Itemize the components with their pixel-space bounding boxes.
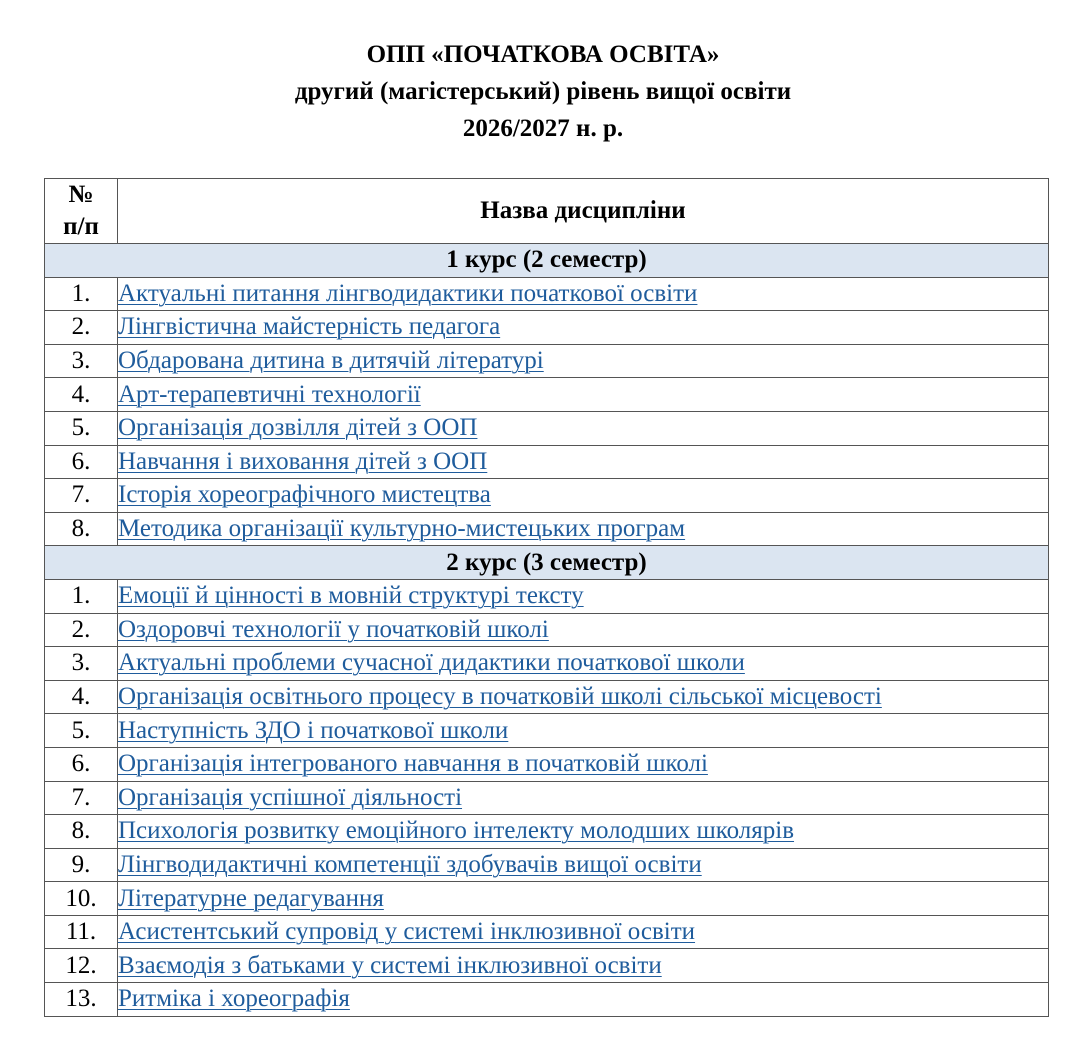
table-row (45, 411, 1049, 445)
discipline-link[interactable]: Ритміка і хореографія (118, 985, 350, 1013)
discipline-link[interactable]: Навчання і виховання дітей з ООП (118, 447, 488, 475)
discipline-link[interactable]: Психологія розвитку емоційного інтелекту молодших школярів (118, 817, 795, 845)
row-number: 12. (45, 949, 118, 983)
table-header-row (45, 179, 1049, 244)
table-row (45, 445, 1049, 479)
discipline-link[interactable]: Методика організації культурно-мистецьких програм (118, 515, 686, 543)
discipline-link[interactable]: Лінгводидактичні компетенції здобувачів вищої освіти (118, 850, 702, 878)
discipline-link[interactable]: Актуальні проблеми сучасної дидактики початкової школи (118, 649, 745, 677)
table-row (45, 714, 1049, 748)
row-number: 9. (45, 848, 118, 882)
discipline-link[interactable]: Організація освітнього процесу в початковій школі сільської місцевості (118, 683, 882, 711)
discipline-cell (118, 479, 1049, 513)
discipline-link[interactable]: Наступність ЗДО і початкової школи (118, 716, 509, 744)
semester-title: 2 курс (3 семестр) (45, 546, 1049, 580)
row-number: 7. (45, 479, 118, 513)
semester-header-row (45, 244, 1049, 278)
discipline-link[interactable]: Актуальні питання лінгводидактики початкової освіти (118, 279, 698, 307)
row-number: 11. (45, 915, 118, 949)
table-row (45, 479, 1049, 513)
discipline-link[interactable]: Обдарована дитина в дитячій літературі (118, 347, 544, 375)
discipline-link[interactable]: Лінгвістична майстерність педагога (118, 313, 501, 341)
row-number: 6. (45, 747, 118, 781)
row-number: 3. (45, 344, 118, 378)
table-row (45, 277, 1049, 311)
discipline-cell (118, 445, 1049, 479)
row-number: 1. (45, 579, 118, 613)
discipline-cell (118, 613, 1049, 647)
table-row (45, 311, 1049, 345)
discipline-cell (118, 714, 1049, 748)
column-header-name: Назва дисципліни (118, 179, 1049, 244)
discipline-link[interactable]: Асистентський супровід у системі інклюзивної освіти (118, 918, 696, 946)
row-number: 8. (45, 512, 118, 546)
discipline-cell (118, 647, 1049, 681)
discipline-link[interactable]: Організація дозвілля дітей з ООП (118, 414, 478, 442)
semester-title: 1 курс (2 семестр) (45, 244, 1049, 278)
disciplines-table (44, 178, 1049, 1017)
table-row (45, 512, 1049, 546)
academic-year: 2026/2027 н. р. (462, 115, 624, 142)
table-row (45, 949, 1049, 983)
discipline-link[interactable]: Емоції й цінності в мовній структурі тексту (118, 582, 584, 610)
table-row (45, 781, 1049, 815)
table-row (45, 378, 1049, 412)
table-row (45, 983, 1049, 1017)
table-row (45, 344, 1049, 378)
row-number: 10. (45, 882, 118, 916)
table-body (45, 244, 1049, 1017)
table-row (45, 882, 1049, 916)
discipline-cell (118, 915, 1049, 949)
column-header-number-abbr: п/п (63, 213, 99, 240)
discipline-link[interactable]: Організація успішної діяльності (118, 783, 463, 811)
discipline-link[interactable]: Оздоровчі технології у початковій школі (118, 615, 549, 643)
row-number: 5. (45, 714, 118, 748)
discipline-cell (118, 680, 1049, 714)
row-number: 7. (45, 781, 118, 815)
column-header-number-sign: № (68, 181, 94, 208)
discipline-cell (118, 344, 1049, 378)
table-row (45, 613, 1049, 647)
degree-level: другий (магістерський) рівень вищої освіти (294, 78, 792, 105)
row-number: 8. (45, 815, 118, 849)
table-row (45, 747, 1049, 781)
program-title: ОПП «ПОЧАТКОВА ОСВІТА» (366, 41, 720, 68)
discipline-cell (118, 747, 1049, 781)
discipline-cell (118, 579, 1049, 613)
table-row (45, 647, 1049, 681)
discipline-cell (118, 815, 1049, 849)
discipline-cell (118, 411, 1049, 445)
discipline-link[interactable]: Арт-терапевтичні технології (118, 380, 421, 408)
semester-header-row (45, 546, 1049, 580)
row-number: 2. (45, 311, 118, 345)
discipline-cell (118, 882, 1049, 916)
row-number: 13. (45, 983, 118, 1017)
document-header (0, 0, 1086, 147)
row-number: 4. (45, 378, 118, 412)
discipline-cell (118, 848, 1049, 882)
discipline-link[interactable]: Історія хореографічного мистецтва (118, 481, 491, 509)
discipline-cell (118, 949, 1049, 983)
table-row (45, 848, 1049, 882)
discipline-link[interactable]: Організація інтегрованого навчання в початковій школі (118, 750, 708, 778)
row-number: 2. (45, 613, 118, 647)
table-row (45, 680, 1049, 714)
discipline-link[interactable]: Літературне редагування (118, 884, 384, 912)
table-row (45, 815, 1049, 849)
discipline-link[interactable]: Взаємодія з батьками у системі інклюзивної освіти (118, 951, 662, 979)
row-number: 4. (45, 680, 118, 714)
row-number: 1. (45, 277, 118, 311)
table-row (45, 579, 1049, 613)
row-number: 6. (45, 445, 118, 479)
discipline-cell (118, 512, 1049, 546)
discipline-cell (118, 781, 1049, 815)
row-number: 3. (45, 647, 118, 681)
discipline-cell (118, 983, 1049, 1017)
column-header-number (45, 179, 118, 244)
table-row (45, 915, 1049, 949)
discipline-cell (118, 277, 1049, 311)
discipline-cell (118, 378, 1049, 412)
row-number: 5. (45, 411, 118, 445)
discipline-cell (118, 311, 1049, 345)
